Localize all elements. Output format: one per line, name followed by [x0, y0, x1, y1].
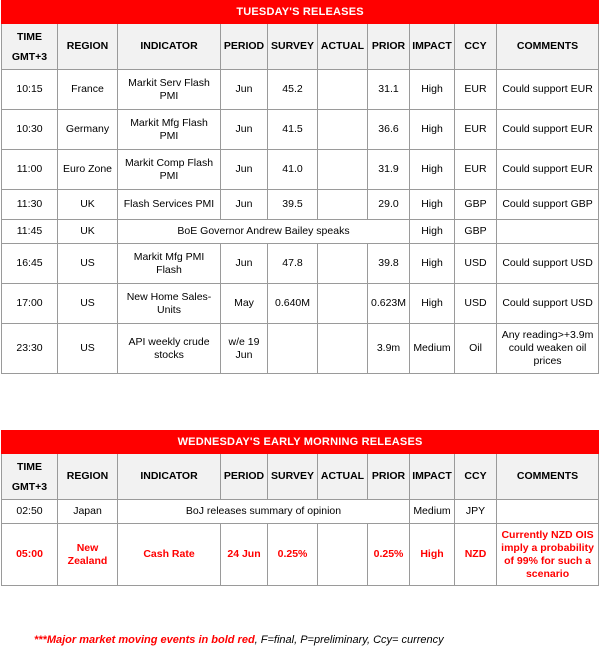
cell-actual	[318, 524, 368, 586]
cell-indicator: Markit Serv Flash PMI	[118, 70, 221, 110]
col-period: PERIOD	[221, 454, 268, 500]
col-prior: PRIOR	[368, 454, 410, 500]
col-region: REGION	[58, 24, 118, 70]
table-row	[2, 244, 599, 284]
cell-impact: High	[410, 110, 455, 150]
col-indicator: INDICATOR	[118, 24, 221, 70]
cell-region: France	[58, 70, 118, 110]
cell-indicator: Markit Mfg PMI Flash	[118, 244, 221, 284]
col-time: TIME GMT+3	[2, 454, 58, 500]
cell-prior: 0.623M	[368, 284, 410, 324]
cell-actual	[318, 150, 368, 190]
cell-actual	[318, 244, 368, 284]
cell-survey: 41.0	[268, 150, 318, 190]
cell-prior: 29.0	[368, 190, 410, 220]
cell-comments: Could support EUR	[497, 70, 599, 110]
cell-time: 10:30	[2, 110, 58, 150]
cell-time: 23:30	[2, 324, 58, 374]
cell-period: Jun	[221, 70, 268, 110]
cell-survey: 0.25%	[268, 524, 318, 586]
cell-period: Jun	[221, 190, 268, 220]
cell-survey: 0.640M	[268, 284, 318, 324]
cell-ccy: EUR	[455, 150, 497, 190]
cell-survey: 41.5	[268, 110, 318, 150]
cell-ccy: USD	[455, 284, 497, 324]
cell-indicator: Markit Mfg Flash PMI	[118, 110, 221, 150]
cell-indicator: Flash Services PMI	[118, 190, 221, 220]
cell-region: UK	[58, 220, 118, 244]
cell-comments	[497, 220, 599, 244]
cell-ccy: GBP	[455, 190, 497, 220]
cell-comments: Could support USD	[497, 244, 599, 284]
col-impact: IMPACT	[410, 24, 455, 70]
cell-prior: 3.9m	[368, 324, 410, 374]
cell-actual	[318, 70, 368, 110]
cell-time: 16:45	[2, 244, 58, 284]
cell-ccy: GBP	[455, 220, 497, 244]
col-actual: ACTUAL	[318, 454, 368, 500]
col-comments: COMMENTS	[497, 24, 599, 70]
cell-comments: Could support USD	[497, 284, 599, 324]
cell-ccy: EUR	[455, 110, 497, 150]
col-impact: IMPACT	[410, 454, 455, 500]
table-row	[2, 150, 599, 190]
footer-note	[34, 634, 444, 646]
col-ccy: CCY	[455, 24, 497, 70]
cell-indicator: API weekly crude stocks	[118, 324, 221, 374]
cell-impact: Medium	[410, 324, 455, 374]
cell-ccy: JPY	[455, 500, 497, 524]
cell-impact: Medium	[410, 500, 455, 524]
cell-impact: High	[410, 70, 455, 110]
cell-prior: 39.8	[368, 244, 410, 284]
cell-comments: Could support EUR	[497, 110, 599, 150]
cell-time: 11:30	[2, 190, 58, 220]
cell-time: 05:00	[2, 524, 58, 586]
cell-prior: 0.25%	[368, 524, 410, 586]
table-row	[2, 500, 599, 524]
cell-region: US	[58, 244, 118, 284]
cell-region: Japan	[58, 500, 118, 524]
col-period: PERIOD	[221, 24, 268, 70]
cell-region: Germany	[58, 110, 118, 150]
cell-comments: Any reading>+3.9m could weaken oil prices	[497, 324, 599, 374]
col-survey: SURVEY	[268, 454, 318, 500]
cell-comments: Could support GBP	[497, 190, 599, 220]
cell-prior: 31.1	[368, 70, 410, 110]
col-ccy: CCY	[455, 454, 497, 500]
table-title: TUESDAY'S RELEASES	[2, 1, 599, 24]
cell-indicator: BoE Governor Andrew Bailey speaks	[118, 220, 410, 244]
cell-survey: 39.5	[268, 190, 318, 220]
cell-ccy: USD	[455, 244, 497, 284]
col-survey: SURVEY	[268, 24, 318, 70]
cell-impact: High	[410, 220, 455, 244]
cell-period: Jun	[221, 244, 268, 284]
table-row	[2, 70, 599, 110]
cell-time: 02:50	[2, 500, 58, 524]
col-region: REGION	[58, 454, 118, 500]
cell-impact: High	[410, 284, 455, 324]
cell-region: US	[58, 324, 118, 374]
cell-actual	[318, 284, 368, 324]
footer-stars: ***	[34, 634, 47, 646]
cell-prior: 36.6	[368, 110, 410, 150]
cell-region: New Zealand	[58, 524, 118, 586]
cell-actual	[318, 110, 368, 150]
cell-time: 11:00	[2, 150, 58, 190]
cell-comments	[497, 500, 599, 524]
table-title: WEDNESDAY'S EARLY MORNING RELEASES	[2, 431, 599, 454]
cell-ccy: Oil	[455, 324, 497, 374]
cell-survey	[268, 324, 318, 374]
table-row	[2, 190, 599, 220]
cell-impact: High	[410, 150, 455, 190]
cell-actual	[318, 324, 368, 374]
tuesday-releases-table	[1, 0, 599, 374]
cell-survey: 47.8	[268, 244, 318, 284]
table-row	[2, 324, 599, 374]
cell-period: May	[221, 284, 268, 324]
cell-comments: Could support EUR	[497, 150, 599, 190]
cell-impact: High	[410, 524, 455, 586]
cell-survey: 45.2	[268, 70, 318, 110]
table-row	[2, 284, 599, 324]
wednesday-releases-table	[1, 430, 599, 586]
cell-period: w/e 19 Jun	[221, 324, 268, 374]
cell-period: Jun	[221, 110, 268, 150]
cell-time: 10:15	[2, 70, 58, 110]
cell-region: Euro Zone	[58, 150, 118, 190]
cell-indicator: Markit Comp Flash PMI	[118, 150, 221, 190]
cell-impact: High	[410, 244, 455, 284]
cell-time: 11:45	[2, 220, 58, 244]
cell-actual	[318, 190, 368, 220]
cell-indicator: Cash Rate	[118, 524, 221, 586]
cell-region: US	[58, 284, 118, 324]
footer-bold-text: Major market moving events in bold red	[46, 634, 255, 646]
cell-period: Jun	[221, 150, 268, 190]
footer-legend: , F=final, P=preliminary, Ccy= currency	[254, 634, 444, 646]
cell-prior: 31.9	[368, 150, 410, 190]
cell-period: 24 Jun	[221, 524, 268, 586]
table-row	[2, 524, 599, 586]
cell-impact: High	[410, 190, 455, 220]
cell-region: UK	[58, 190, 118, 220]
col-comments: COMMENTS	[497, 454, 599, 500]
table-row	[2, 220, 599, 244]
col-indicator: INDICATOR	[118, 454, 221, 500]
col-prior: PRIOR	[368, 24, 410, 70]
cell-indicator: New Home Sales-Units	[118, 284, 221, 324]
cell-comments: Currently NZD OIS imply a probability of 99% for such a scenario	[497, 524, 599, 586]
cell-ccy: NZD	[455, 524, 497, 586]
cell-ccy: EUR	[455, 70, 497, 110]
cell-indicator: BoJ releases summary of opinion	[118, 500, 410, 524]
table-row	[2, 110, 599, 150]
cell-time: 17:00	[2, 284, 58, 324]
col-time: TIME GMT+3	[2, 24, 58, 70]
col-actual: ACTUAL	[318, 24, 368, 70]
